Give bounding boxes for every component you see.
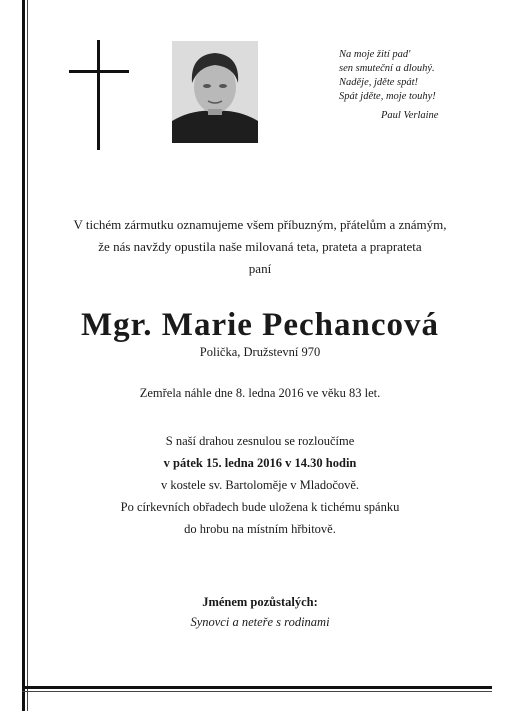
intro-line-3: paní: [248, 261, 272, 276]
portrait-photo: [172, 41, 258, 143]
poem-line: Spát jděte, moje touhy!: [339, 91, 436, 102]
poem: [339, 48, 499, 104]
on-behalf-label: Jménem pozůstalých:: [202, 595, 318, 609]
death-notice: Zemřela náhle dne 8. ledna 2016 ve věku 83 let.: [139, 386, 381, 400]
funeral-line-1: S naší drahou zesnulou se rozloučíme: [165, 434, 355, 448]
poem-line: Naděje, jděte spát!: [339, 77, 419, 88]
funeral-info: [30, 430, 490, 540]
intro-text: [30, 214, 490, 280]
deceased-name: Mgr. Marie Pechancová: [81, 307, 439, 343]
deceased-address: Polička, Družstevní 970: [199, 345, 321, 359]
funeral-line-3: v kostele sv. Bartoloměje v Mladočově.: [160, 478, 360, 492]
funeral-line-5: do hrobu na místním hřbitově.: [184, 522, 336, 536]
bottom-border-line: [22, 686, 492, 689]
poem-line: sen smuteční a dlouhý.: [339, 63, 435, 74]
family-signature: Synovci a neteře s rodinami: [190, 615, 330, 629]
left-border-line: [22, 0, 25, 711]
intro-line-1: V tichém zármutku oznamujeme všem příbuzným, přátelům a známým,: [73, 217, 447, 232]
poem-author: Paul Verlaine: [381, 110, 439, 121]
funeral-date-time: v pátek 15. ledna 2016 v 14.30 hodin: [163, 456, 357, 470]
intro-line-2: že nás navždy opustila naše milovaná teta, prateta a praprateta: [98, 239, 422, 254]
poem-line: Na moje žití pad': [339, 49, 411, 60]
bottom-border-thin-line: [22, 691, 492, 692]
funeral-line-4: Po církevních obřadech bude uložena k tichému spánku: [120, 500, 400, 514]
left-border-thin-line: [27, 0, 28, 711]
